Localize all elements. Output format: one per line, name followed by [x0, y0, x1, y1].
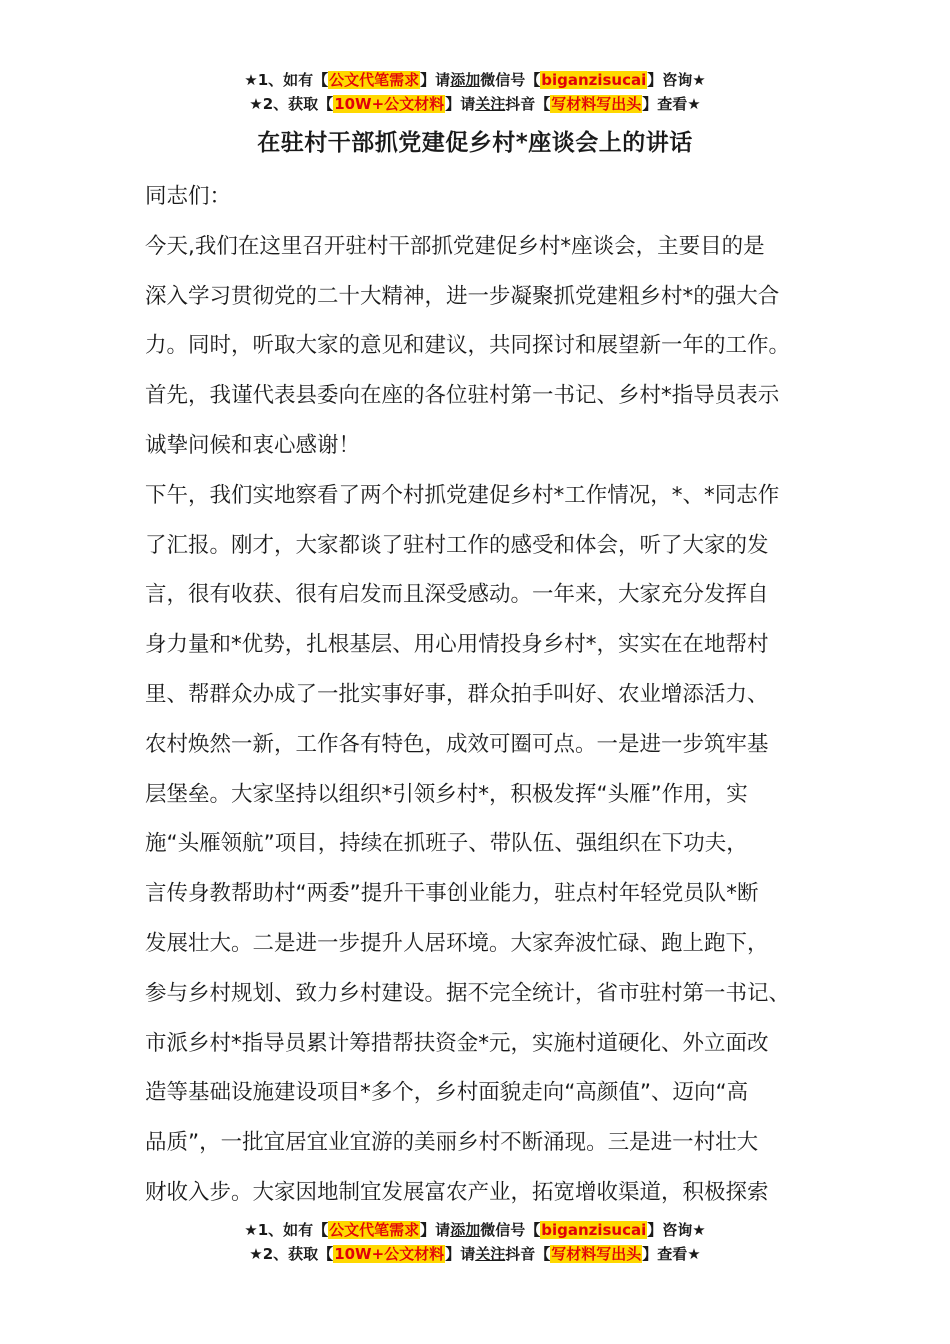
- banner-text: 】查看★: [642, 1245, 701, 1263]
- banner-highlight: biganzisucai: [541, 1221, 647, 1239]
- banner-line-1: [0, 1218, 950, 1242]
- banner-text: 】请: [420, 71, 451, 89]
- body-line: 参与乡村规划、致力乡村建设。据不完全统计，省市驻村第一书记、: [145, 980, 791, 1006]
- body-line: 财收入步。大家因地制宜发展富农产业，拓宽增收渠道，积极探索: [145, 1179, 769, 1205]
- banner-text: 】请: [445, 1245, 476, 1263]
- body-line: 言，很有收获、很有启发而且深受感动。一年来，大家充分发挥自: [145, 582, 769, 608]
- body-line: 力。同时，听取大家的意见和建议，共同探讨和展望新一年的工作。: [145, 333, 791, 359]
- banner-highlight: 10W+公文材料: [334, 95, 445, 113]
- banner-line-2: [0, 92, 950, 116]
- banner-line-2: [0, 1242, 950, 1266]
- banner-text: 抖音【: [505, 1245, 551, 1263]
- banner-text: ★1、如有【: [244, 71, 329, 89]
- footer-banner: [0, 1218, 950, 1266]
- banner-underlined-text: 添加: [450, 1221, 481, 1239]
- banner-text: 微信号【: [480, 1221, 541, 1239]
- banner-text: ★2、获取【: [249, 95, 334, 113]
- body-line: 同志们：: [145, 184, 232, 209]
- body-line: 言传身教帮助村“两委”提升干事创业能力，驻点村年轻党员队*断: [145, 881, 759, 907]
- body-line: 层堡垒。大家坚持以组织*引领乡村*，积极发挥“头雁”作用，实: [145, 781, 748, 807]
- banner-text: 】请: [420, 1221, 451, 1239]
- banner-text: 】咨询★: [647, 1221, 706, 1239]
- document-title: 在驻村干部抓党建促乡村*座谈会上的讲话: [257, 130, 693, 156]
- banner-underlined-text: 添加: [450, 71, 481, 89]
- banner-underlined-text: 关注: [475, 95, 506, 113]
- banner-highlight: 写材料写出头: [551, 1245, 642, 1263]
- body-line: 深入学习贯彻党的二十大精神，进一步凝聚抓党建粗乡村*的强大合: [145, 283, 780, 309]
- banner-text: ★2、获取【: [249, 1245, 334, 1263]
- body-line: 诚挚问候和衷心感谢！: [145, 432, 361, 458]
- banner-text: ★1、如有【: [244, 1221, 329, 1239]
- body-line: 市派乡村*指导员累计筹措帮扶资金*元，实施村道硬化、外立面改: [145, 1030, 769, 1056]
- banner-text: 】咨询★: [647, 71, 706, 89]
- body-line: 了汇报。刚才，大家都谈了驻村工作的感受和体会，听了大家的发: [145, 532, 769, 558]
- banner-underlined-text: 关注: [475, 1245, 506, 1263]
- banner-text: 】请: [445, 95, 476, 113]
- banner-highlight: 公文代笔需求: [329, 1221, 420, 1239]
- banner-line-1: [0, 68, 950, 92]
- body-line: 农村焕然一新，工作各有特色，成效可圈可点。一是进一步筑牢基: [145, 731, 769, 757]
- banner-highlight: biganzisucai: [541, 71, 647, 89]
- body-line: 造等基础设施建设项目*多个，乡村面貌走向“高颜值”、迈向“高: [145, 1080, 749, 1106]
- banner-text: 微信号【: [480, 71, 541, 89]
- body-line: 首先，我谨代表县委向在座的各位驻村第一书记、乡村*指导员表示: [145, 383, 780, 409]
- header-banner: [0, 68, 950, 116]
- banner-text: 抖音【: [505, 95, 551, 113]
- banner-highlight: 公文代笔需求: [329, 71, 420, 89]
- banner-highlight: 10W+公文材料: [334, 1245, 445, 1263]
- banner-highlight: 写材料写出头: [551, 95, 642, 113]
- body-line: 施“头雁领航”项目，持续在抓班子、带队伍、强组织在下功夫，: [145, 831, 748, 857]
- banner-text: 】查看★: [642, 95, 701, 113]
- body-line: 品质”，一批宜居宜业宜游的美丽乡村不断涌现。三是进一村壮大: [145, 1130, 759, 1156]
- body-line: 身力量和*优势，扎根基层、用心用情投身乡村*，实实在在地帮村: [145, 632, 769, 658]
- body-line: 发展壮大。二是进一步提升人居环境。大家奔波忙碌、跑上跑下，: [145, 930, 769, 956]
- body-line: 下午，我们实地察看了两个村抓党建促乡村*工作情况，*、*同志作: [145, 482, 780, 508]
- document-body: [145, 172, 815, 1218]
- body-line: 里、帮群众办成了一批实事好事，群众拍手叫好、农业增添活力、: [145, 681, 769, 707]
- body-line: 今天,我们在这里召开驻村干部抓党建促乡村*座谈会，主要目的是: [145, 233, 765, 259]
